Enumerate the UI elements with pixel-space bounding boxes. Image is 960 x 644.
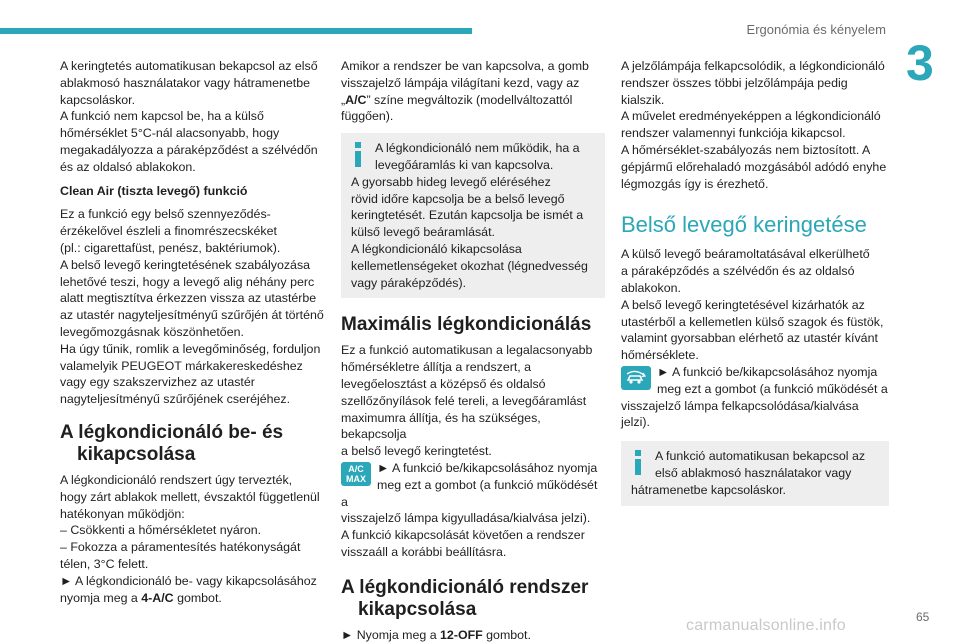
watermark: carmanualsonline.info [686,617,846,634]
paragraph-max-ac: Ez a funkció automatikusan a legalacsonyabb hőmérsékletre állítja a rendszert, a levegőelosztást a középső és oldalsó szellőzőnyílások felé tereli, a levegőáramlást maximumra állítja, és ha szükséges, bekapcsolja a belső levegő keringtetést. [341,343,593,459]
paragraph-max-ac-button: A/C MAX ► A funkció be/kikapcsolásához nyomja meg ezt a gombot (a funkció működését a visszajelző lámpa kigyulladása/kialvása jelzi). A funkció kikapcsolását követően a rendszer visszaáll a korábbi beállításra. [341,460,598,559]
paragraph-recirculation: A külső levegő beáramoltatásával elkerülhető a páraképződés a szélvédőn és az oldalsó ablakokon. A belső levegő keringtetésével kizárhatók az utastérből a kellemetlen külső szagok és füstök, valamint gyorsabban elérhető az utastér kívánt hőmérséklete. [621,247,884,363]
paragraph-recirc-button: ► A funkció be/kikapcsolásához nyomja meg ezt a gombot (a funkció működését a visszajelző lámpa felkapcsolódása/kialvása jelzi). [621,364,888,430]
ac-max-icon: A/C MAX [341,462,371,486]
heading-ac-off: A légkondicionáló rendszer kikapcsolása [341,576,589,620]
paragraph-ac-off: ► Nyomja meg a 12-OFF gombot. [341,627,531,642]
info-note-ac: A légkondicionáló nem működik, ha a levegőáramlás ki van kapcsolva. A gyorsabb hideg levegő eléréséhez rövid időre kapcsolja be a belső levegő keringtetését. Ezután kapcsolja be ismét a külső levegő beáramlását. A légkondicionáló kikapcsolása kellemetlenségeket okozhat (légnedvesség vagy páraképződés). [341,133,605,298]
column-3 [621,58,889,512]
heading-recirculation: Belső levegő keringetése [621,212,867,238]
heading-ac-on-off: A légkondicionáló be- és kikapcsolása [60,421,284,465]
chapter-number: 3 [906,35,934,91]
info-icon [351,141,367,169]
column-1 [60,58,328,606]
info-icon [631,449,647,477]
paragraph-recirc-auto: A keringtetés automatikusan bekapcsol az első ablakmosó használatakor vagy hátramenetbe kapcsoláskor. A funkció nem kapcsol be, ha a külső hőmérséklet 5°C-nál alacsonyabb, hogy megakadályozza a páraképződést a szélvédőn és az oldalsó ablakokon. [60,59,318,174]
paragraph-ac-indicator: Amikor a rendszer be van kapcsolva, a gomb visszajelző lámpája világítani kezd, vagy az „A/C” színe megváltozik (modellváltozattól függően). [341,59,589,124]
button-ref-4-ac: 4-A/C [141,590,174,605]
paragraph-ac-design: A légkondicionáló rendszert úgy tervezték, hogy zárt ablakok mellett, évszaktól függetlenül hatékonyan működjön: – Csökkenti a hőmérsékletet nyáron. – Fokozza a páramentesítés hatékonyságát télen, 3°C felett. ► A légkondicionáló be- vagy kikapcsolásához nyomja meg a 4-A/C gombot. [60,472,320,605]
info-note-recirc: A funkció automatikusan bekapcsol az első ablakmosó használatakor vagy hátramenetbe kapcsoláskor. [621,441,889,505]
header-accent-bar [0,28,472,34]
heading-max-ac: Maximális légkondicionálás [341,314,592,336]
recirculation-icon [621,366,651,390]
paragraph-clean-air: Ez a funkció egy belső szennyeződés- érzékelővel észleli a finomrészecskéket (pl.: cigarettafüst, penész, baktériumok). A belső levegő keringtetésének szabályozása lehetővé teszi, hogy a levegő alig néhány perc alatt megtisztítva érkezzen vissza az utastérbe az utastér nagyteljesítményű szűrőjén át történő levegőmozgásnak köszönhetően. Ha úgy tűnik, romlik a levegőminőség, forduljon valamelyik PEUGEOT márkakereskedéshez vagy egy szakszervizhez az utastér nagyteljesítményű szűrőjének cseréjéhez. [60,207,324,407]
clean-air-title: Clean Air (tiszta levegő) funkció [60,183,248,198]
column-2 [341,58,605,644]
page-number: 65 [916,610,930,624]
paragraph-off-result: A jelzőlámpája felkapcsolódik, a légkondicionáló rendszer összes többi jelzőlámpája pedig kialszik. A művelet eredményeképpen a légkondicionáló rendszer valamennyi funkciója kikapcsol. A hőmérséklet-szabályozás nem biztosított. A gépjármű előrehaladó mozgásából adódó enyhe légmozgás így is érezhető. [621,59,887,191]
button-ref-12-off: 12-OFF [440,627,483,642]
section-title: Ergonómia és kényelem [746,22,886,37]
